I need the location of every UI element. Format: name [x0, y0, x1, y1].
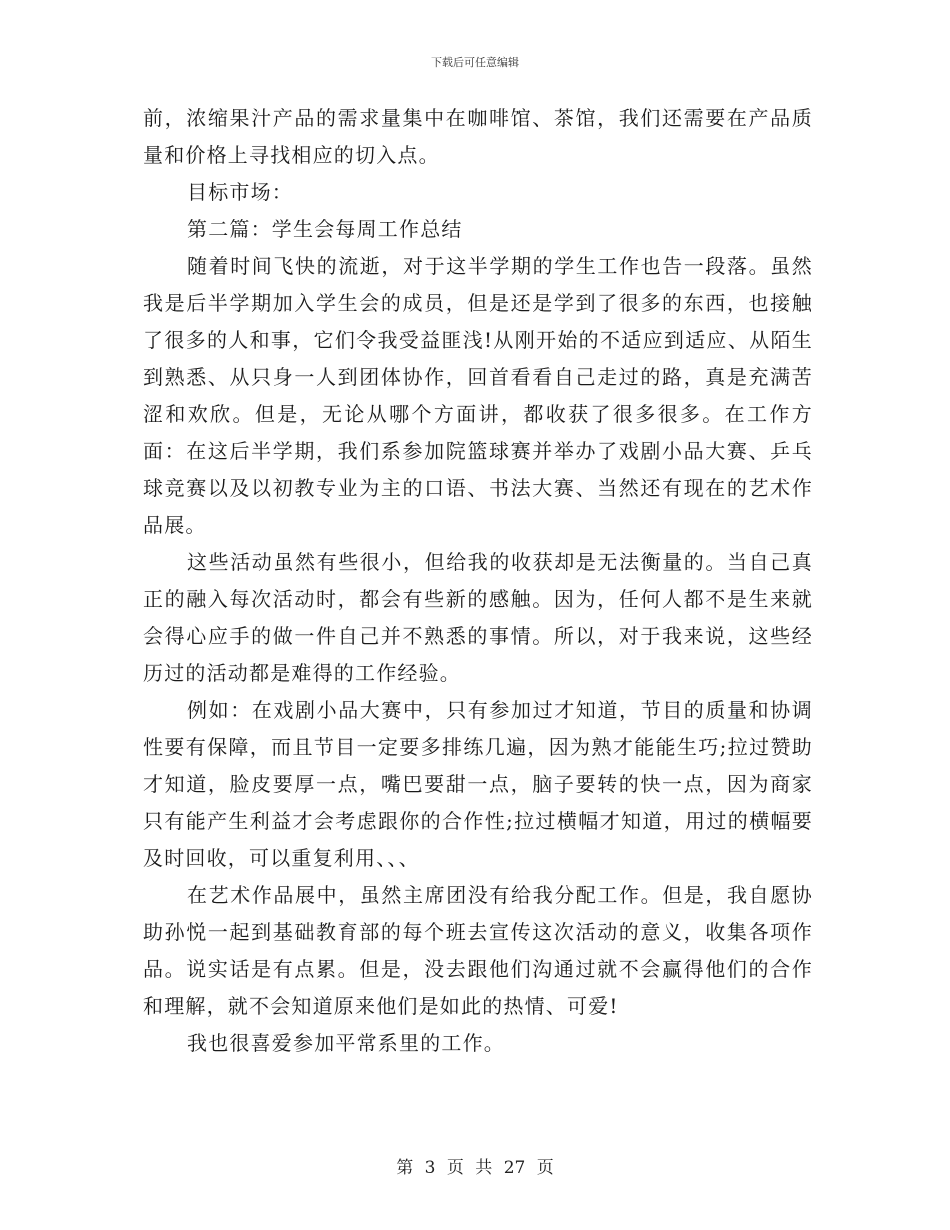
paragraph: 随着时间飞快的流逝，对于这半学期的学生工作也告一段落。虽然我是后半学期加入学生会的成员，但是还是学到了很多的东西，也接触了很多的人和事，它们令我受益匪浅!从刚开始的不适应到适应、从陌生到熟悉、从只身一人到团体协作，回首看看自己走过的路，真是充满苦涩和欢欣。但是，无论从哪个方面讲，都收获了很多很多。在工作方面：在这后半学期，我们系参加院篮球赛并举办了戏剧小品大赛、乒乓球竞赛以及以初教专业为主的口语、书法大赛、当然还有现在的艺术作品展。: [143, 254, 813, 537]
paragraph: 我也很喜爱参加平常系里的工作。: [187, 1031, 505, 1055]
page-header-note: 下载后可任意编辑: [431, 56, 519, 69]
paragraph: 前，浓缩果汁产品的需求量集中在咖啡馆、茶馆，我们还需要在产品质量和价格上寻找相应的切入点。: [143, 106, 813, 167]
paragraph: 例如：在戏剧小品大赛中，只有参加过才知道，节目的质量和协调性要有保障，而且节目一定要多排练几遍，因为熟才能能生巧;拉过赞助才知道，脸皮要厚一点，嘴巴要甜一点，脑子要转的快一点，因为商家只有能产生利益才会考虑跟你的合作性;拉过横幅才知道，用过的横幅要及时回收，可以重复利用、、、: [143, 698, 813, 870]
paragraph: 在艺术作品展中，虽然主席团没有给我分配工作。但是，我自愿协助孙悦一起到基础教育部的每个班去宣传这次活动的意义，收集各项作品。说实话是有点累。但是，没去跟他们沟通过就不会赢得他们的合作和理解，就不会知道原来他们是如此的热情、可爱!: [143, 883, 813, 1018]
paragraph: 目标市场：: [187, 180, 293, 204]
page-number-footer: 第 3 页 共 27 页: [396, 1158, 554, 1178]
document-body: [143, 100, 813, 1062]
section-heading: 第二篇：学生会每周工作总结: [187, 217, 463, 241]
paragraph: 这些活动虽然有些很小，但给我的收获却是无法衡量的。当自己真正的融入每次活动时，都会有些新的感触。因为，任何人都不是生来就会得心应手的做一件自己并不熟悉的事情。所以，对于我来说，这些经历过的活动都是难得的工作经验。: [143, 550, 813, 685]
